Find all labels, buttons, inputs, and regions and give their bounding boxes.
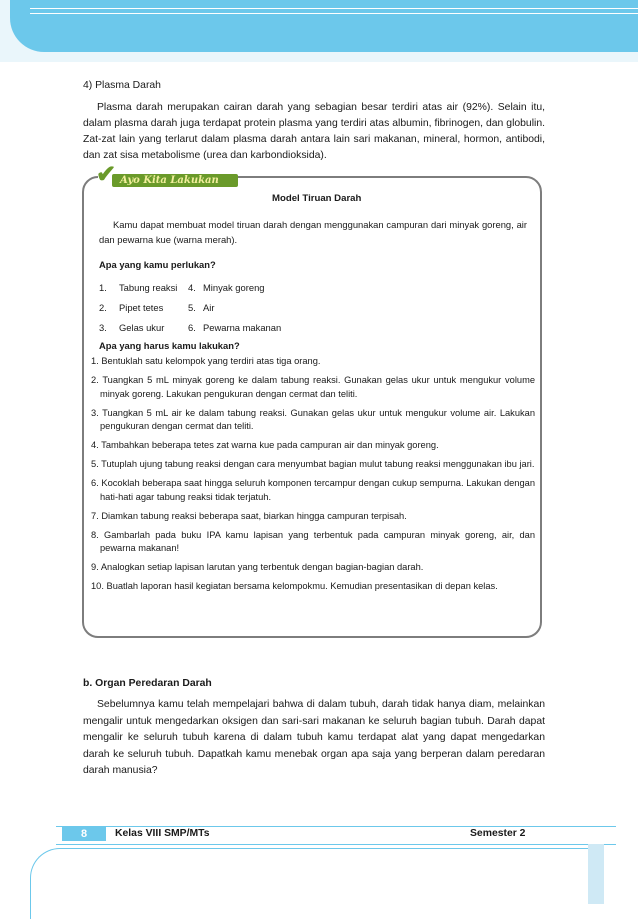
organ-paragraph: Sebelumnya kamu telah mempelajari bahwa di dalam tubuh, darah tidak hanya diam, melainkan mengalir untuk mengedarkan oksigen dan sari-sari makanan ke seluruh bagian tubuh. Darah dapat mengalir ke seluruh tubuh karena di dalam tubuh kamu terdapat alat yang dapat mengedarkan darah ke seluruh tubuh. Dapatkah kamu menebak organ apa saja yang berperan dalam peredaran darah manusia? [83, 699, 545, 776]
plasma-heading: 4) Plasma Darah [83, 80, 161, 91]
need-num: 1. [99, 282, 107, 293]
header-bar [10, 0, 638, 52]
activity-intro: Kamu dapat membuat model tiruan darah dengan menggunakan campuran dari minyak goreng, air dan pewarna kue (warna merah). [99, 219, 527, 245]
footer-accent [588, 844, 604, 904]
need-num: 2. [99, 302, 107, 313]
steps-heading: Apa yang harus kamu lakukan? [99, 340, 240, 351]
header-line [30, 8, 638, 14]
check-icon: ✔ [96, 161, 117, 188]
semester-label: Semester 2 [470, 828, 526, 839]
step-item: 6. Kocoklah beberapa saat hingga seluruh komponen tercampur dengan cukup sempurna. Lakukan dengan hati-hati agar tabung reaksi tidak terjatuh. [91, 478, 535, 502]
class-label: Kelas VIII SMP/MTs [115, 828, 210, 839]
need-num: 5. [188, 302, 196, 313]
step-item: 4. Tambahkan beberapa tetes zat warna kue pada campuran air dan minyak goreng. [91, 440, 439, 450]
plasma-paragraph: Plasma darah merupakan cairan darah yang sebagian besar terdiri atas air (92%). Selain itu, dalam plasma darah juga terdapat protein plasma yang terdiri atas albumin, fibrinogen, dan globulin. Zat-zat lain yang terlarut dalam plasma darah antara lain sari makanan, mineral, hormon, antibodi, dan zat sisa metabolisme (urea dan karbondioksida). [83, 102, 545, 161]
need-num: 6. [188, 322, 196, 333]
need-item: Pewarna makanan [203, 322, 282, 333]
step-item: 1. Bentuklah satu kelompok yang terdiri atas tiga orang. [91, 356, 321, 366]
activity-badge: Ayo Kita Lakukan [112, 174, 238, 187]
needs-list [99, 281, 399, 341]
step-item: 8. Gambarlah pada buku IPA kamu lapisan yang terbentuk pada campuran minyak goreng, air, dan pewarna makanan! [91, 529, 535, 553]
step-item: 3. Tuangkan 5 mL air ke dalam tabung reaksi. Gunakan gelas ukur untuk mengukur volume air. Lakukan pengukuran dengan cermat dan teliti. [91, 407, 535, 431]
steps-list [91, 355, 535, 599]
need-item: Air [203, 302, 215, 313]
step-item: 2. Tuangkan 5 mL minyak goreng ke dalam tabung reaksi. Gunakan gelas ukur untuk mengukur volume minyak goreng. Lakukan pengukuran dengan cermat dan teliti. [91, 375, 535, 399]
activity-title: Model Tiruan Darah [272, 193, 362, 204]
step-item: 9. Analogkan setiap lapisan larutan yang terbentuk dengan bagian-bagian darah. [91, 562, 424, 572]
need-num: 3. [99, 322, 107, 333]
need-item: Gelas ukur [119, 322, 165, 333]
organ-heading: b. Organ Peredaran Darah [83, 678, 212, 689]
footer-curve [30, 848, 601, 919]
need-item: Pipet tetes [119, 302, 164, 313]
need-item: Minyak goreng [203, 282, 265, 293]
step-item: 7. Diamkan tabung reaksi beberapa saat, biarkan hingga campuran terpisah. [91, 510, 407, 521]
step-item: 5. Tutuplah ujung tabung reaksi dengan cara menyumbat bagian mulut tabung reaksi menggunakan ibu jari. [91, 459, 535, 469]
needs-heading: Apa yang kamu perlukan? [99, 259, 216, 270]
need-item: Tabung reaksi [119, 282, 178, 293]
footer-line-bottom [56, 844, 616, 845]
need-num: 4. [188, 282, 196, 293]
page-number: 8 [62, 827, 106, 841]
step-item: 10. Buatlah laporan hasil kegiatan bersama kelompokmu. Kemudian presentasikan di depan kelas. [91, 581, 498, 591]
